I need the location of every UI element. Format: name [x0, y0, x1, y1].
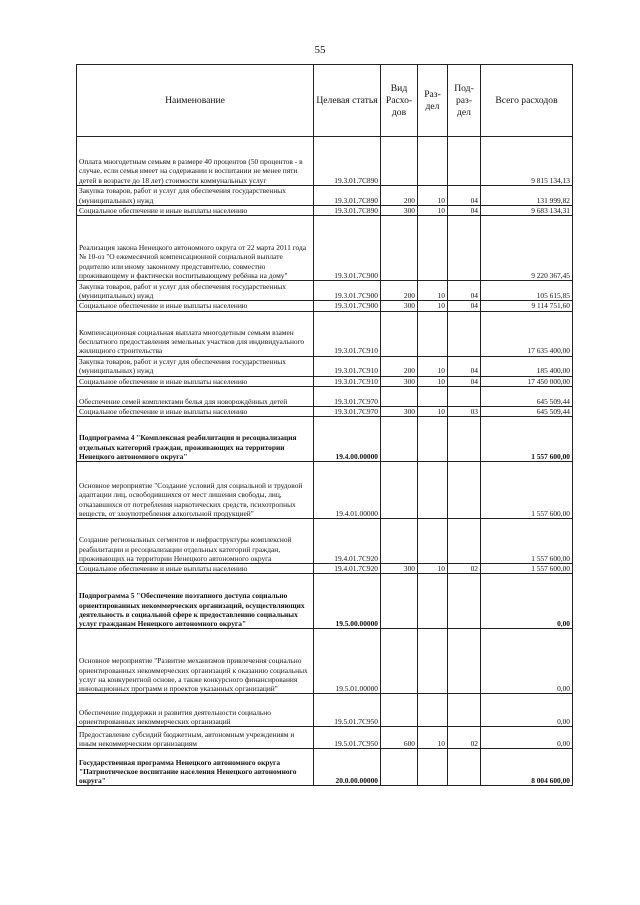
table-row — [77, 417, 573, 462]
table-header-row — [77, 65, 573, 137]
budget-table — [76, 64, 573, 786]
table-row — [77, 216, 573, 281]
cell-total: 645 509,44 — [481, 386, 573, 406]
cell-expense-type: 300 — [381, 564, 418, 574]
cell-total: 0,00 — [481, 694, 573, 727]
cell-expense-type — [381, 386, 418, 406]
header-subsection: Под-раз-дел — [448, 65, 481, 137]
cell-name: Обеспечение поддержки и развития деятельности социально ориентированных некоммерческих организаций — [77, 694, 314, 727]
table-row — [77, 406, 573, 416]
table-row — [77, 137, 573, 186]
cell-subsection — [448, 574, 481, 629]
page-number: 55 — [314, 44, 326, 56]
table-row — [77, 376, 573, 386]
cell-total: 8 004 600,00 — [481, 749, 573, 786]
cell-target: 19.5.00.00000 — [314, 574, 381, 629]
cell-total: 1 557 600,00 — [481, 519, 573, 564]
cell-name: Реализация закона Ненецкого автономного округа от 22 марта 2011 года № 10-оз "О ежемесячной компенсационной социальной выплате родителю или иному законному представителю, совместно проживающему и фактически воспитывающему ребёнка на дому" — [77, 216, 314, 281]
cell-name: Социальное обеспечение и иные выплаты населению — [77, 301, 314, 311]
cell-expense-type — [381, 629, 418, 694]
cell-name: Основное мероприятие "Создание условий для социальной и трудовой адаптации лиц, освободившихся от мест лишения свободы, лиц, отказавшихся от потребления наркотических средств, психотропных веществ, от злоупотребления алкогольной продукцией" — [77, 462, 314, 519]
cell-target: 19.3.01.7С910 — [314, 356, 381, 376]
header-section: Раз-дел — [418, 65, 448, 137]
table-row — [77, 186, 573, 206]
cell-target: 20.0.00.00000 — [314, 749, 381, 786]
cell-section — [418, 694, 448, 727]
cell-expense-type — [381, 462, 418, 519]
cell-expense-type — [381, 574, 418, 629]
cell-total: 1 557 600,00 — [481, 564, 573, 574]
cell-name: Закупка товаров, работ и услуг для обеспечения государственных (муниципальных) нужд — [77, 356, 314, 376]
cell-section — [418, 519, 448, 564]
cell-subsection: 02 — [448, 727, 481, 749]
cell-expense-type — [381, 519, 418, 564]
cell-target: 19.3.01.7С970 — [314, 386, 381, 406]
table-row — [77, 519, 573, 564]
cell-section — [418, 417, 448, 462]
cell-subsection — [448, 519, 481, 564]
cell-name: Государственная программа Ненецкого автономного округа "Патриотическое воспитание населения Ненецкого автономного округа" — [77, 749, 314, 786]
cell-section: 10 — [418, 186, 448, 206]
cell-target: 19.3.01.7С890 — [314, 206, 381, 216]
cell-subsection — [448, 417, 481, 462]
cell-section — [418, 311, 448, 356]
cell-expense-type — [381, 417, 418, 462]
cell-section — [418, 629, 448, 694]
cell-target: 19.3.01.7С890 — [314, 186, 381, 206]
cell-subsection: 04 — [448, 356, 481, 376]
cell-expense-type — [381, 749, 418, 786]
cell-target: 19.3.01.7С890 — [314, 137, 381, 186]
table-row — [77, 629, 573, 694]
cell-total: 17 635 400,00 — [481, 311, 573, 356]
cell-target: 19.4.01.00000 — [314, 462, 381, 519]
cell-subsection: 04 — [448, 206, 481, 216]
cell-target: 19.3.01.7С900 — [314, 281, 381, 301]
table-row — [77, 386, 573, 406]
cell-name: Закупка товаров, работ и услуг для обеспечения государственных (муниципальных) нужд — [77, 186, 314, 206]
cell-subsection — [448, 749, 481, 786]
cell-subsection: 03 — [448, 406, 481, 416]
cell-total: 9 683 134,31 — [481, 206, 573, 216]
cell-subsection — [448, 137, 481, 186]
table-row — [77, 564, 573, 574]
cell-section: 10 — [418, 376, 448, 386]
cell-name: Оплата многодетным семьям в размере 40 процентов (50 процентов - в случае, если семья имеет на содержании и воспитании не менее пяти детей в возрасте до 18 лет) стоимости коммунальных услуг — [77, 137, 314, 186]
cell-section — [418, 137, 448, 186]
cell-section: 10 — [418, 356, 448, 376]
cell-name: Подпрограмма 4 "Комплексная реабилитация и ресоциализация отдельных категорий граждан, проживающих на территории Ненецкого автономного округа" — [77, 417, 314, 462]
cell-name: Социальное обеспечение и иные выплаты населению — [77, 406, 314, 416]
cell-target: 19.5.01.7С950 — [314, 694, 381, 727]
cell-section — [418, 462, 448, 519]
table-row — [77, 301, 573, 311]
cell-section — [418, 574, 448, 629]
table-row — [77, 281, 573, 301]
cell-subsection — [448, 311, 481, 356]
cell-expense-type: 300 — [381, 376, 418, 386]
cell-total: 9 815 134,13 — [481, 137, 573, 186]
cell-subsection — [448, 216, 481, 281]
table-row — [77, 462, 573, 519]
header-name: Наименование — [77, 65, 314, 137]
table-row — [77, 311, 573, 356]
cell-target: 19.3.01.7С900 — [314, 216, 381, 281]
cell-section: 10 — [418, 564, 448, 574]
cell-section: 10 — [418, 301, 448, 311]
cell-subsection: 04 — [448, 376, 481, 386]
table-row — [77, 356, 573, 376]
cell-total: 131 999,82 — [481, 186, 573, 206]
cell-name: Социальное обеспечение и иные выплаты населению — [77, 376, 314, 386]
cell-total: 0,00 — [481, 574, 573, 629]
cell-total: 645 509,44 — [481, 406, 573, 416]
cell-section: 10 — [418, 727, 448, 749]
cell-expense-type: 600 — [381, 727, 418, 749]
cell-target: 19.3.01.7С900 — [314, 301, 381, 311]
cell-total: 0,00 — [481, 629, 573, 694]
header-expense-type: Вид Расхо-дов — [381, 65, 418, 137]
cell-expense-type — [381, 137, 418, 186]
cell-expense-type: 200 — [381, 356, 418, 376]
cell-subsection — [448, 462, 481, 519]
cell-section: 10 — [418, 206, 448, 216]
table-body — [77, 137, 573, 786]
table-row — [77, 206, 573, 216]
header-total: Всего расходов — [481, 65, 573, 137]
cell-total: 17 450 000,00 — [481, 376, 573, 386]
cell-expense-type — [381, 694, 418, 727]
cell-subsection: 04 — [448, 186, 481, 206]
cell-name: Закупка товаров, работ и услуг для обеспечения государственных (муниципальных) нужд — [77, 281, 314, 301]
cell-total: 0,00 — [481, 727, 573, 749]
cell-name: Создание региональных сегментов и инфраструктуры комплексной реабилитации и ресоциализации отдельных категорий граждан, проживающих на территории Ненецкого автономного округа — [77, 519, 314, 564]
table-row — [77, 694, 573, 727]
table-row — [77, 727, 573, 749]
cell-target: 19.5.01.00000 — [314, 629, 381, 694]
cell-name: Компенсационная социальная выплата многодетным семьям взамен бесплатного предоставления земельных участков для индивидуального жилищного строительства — [77, 311, 314, 356]
cell-expense-type: 300 — [381, 406, 418, 416]
header-target: Целевая статья — [314, 65, 381, 137]
cell-total: 1 557 600,00 — [481, 417, 573, 462]
cell-total: 185 400,00 — [481, 356, 573, 376]
cell-total: 9 114 751,60 — [481, 301, 573, 311]
cell-target: 19.3.01.7С910 — [314, 376, 381, 386]
cell-name: Основное мероприятие "Развитие механизмов привлечения социально ориентированных некоммерческих организаций к оказанию социальных услуг на конкурентной основе, а также конкурсного финансирования инновационных программ и проектов указанных организаций" — [77, 629, 314, 694]
cell-section: 10 — [418, 406, 448, 416]
cell-section: 10 — [418, 281, 448, 301]
cell-total: 9 220 367,45 — [481, 216, 573, 281]
cell-name: Предоставление субсидий бюджетным, автономным учреждениям и иным некоммерческим организациям — [77, 727, 314, 749]
cell-section — [418, 386, 448, 406]
cell-total: 105 615,85 — [481, 281, 573, 301]
cell-target: 19.5.01.7С950 — [314, 727, 381, 749]
cell-subsection — [448, 629, 481, 694]
cell-section — [418, 749, 448, 786]
cell-total: 1 557 600,00 — [481, 462, 573, 519]
cell-subsection: 04 — [448, 301, 481, 311]
cell-target: 19.4.01.7С920 — [314, 564, 381, 574]
cell-name: Подпрограмма 5 "Обеспечение поэтапного доступа социально ориентированных некоммерческих организаций, осуществляющих деятельность в социальной сфере к предоставлению социальных услуг гражданам Ненецкого автономного округа" — [77, 574, 314, 629]
cell-subsection — [448, 386, 481, 406]
cell-target: 19.3.01.7С910 — [314, 311, 381, 356]
cell-expense-type: 300 — [381, 301, 418, 311]
cell-expense-type: 200 — [381, 281, 418, 301]
cell-subsection — [448, 694, 481, 727]
cell-subsection: 02 — [448, 564, 481, 574]
cell-target: 19.4.01.7С920 — [314, 519, 381, 564]
table-row — [77, 574, 573, 629]
cell-target: 19.3.01.7С970 — [314, 406, 381, 416]
cell-expense-type: 300 — [381, 206, 418, 216]
cell-section — [418, 216, 448, 281]
table-row — [77, 749, 573, 786]
cell-expense-type — [381, 216, 418, 281]
cell-expense-type: 200 — [381, 186, 418, 206]
cell-expense-type — [381, 311, 418, 356]
cell-subsection: 04 — [448, 281, 481, 301]
cell-name: Обеспечение семей комплектами белья для новорождённых детей — [77, 386, 314, 406]
cell-target: 19.4.00.00000 — [314, 417, 381, 462]
cell-name: Социальное обеспечение и иные выплаты населению — [77, 206, 314, 216]
cell-name: Социальное обеспечение и иные выплаты населению — [77, 564, 314, 574]
